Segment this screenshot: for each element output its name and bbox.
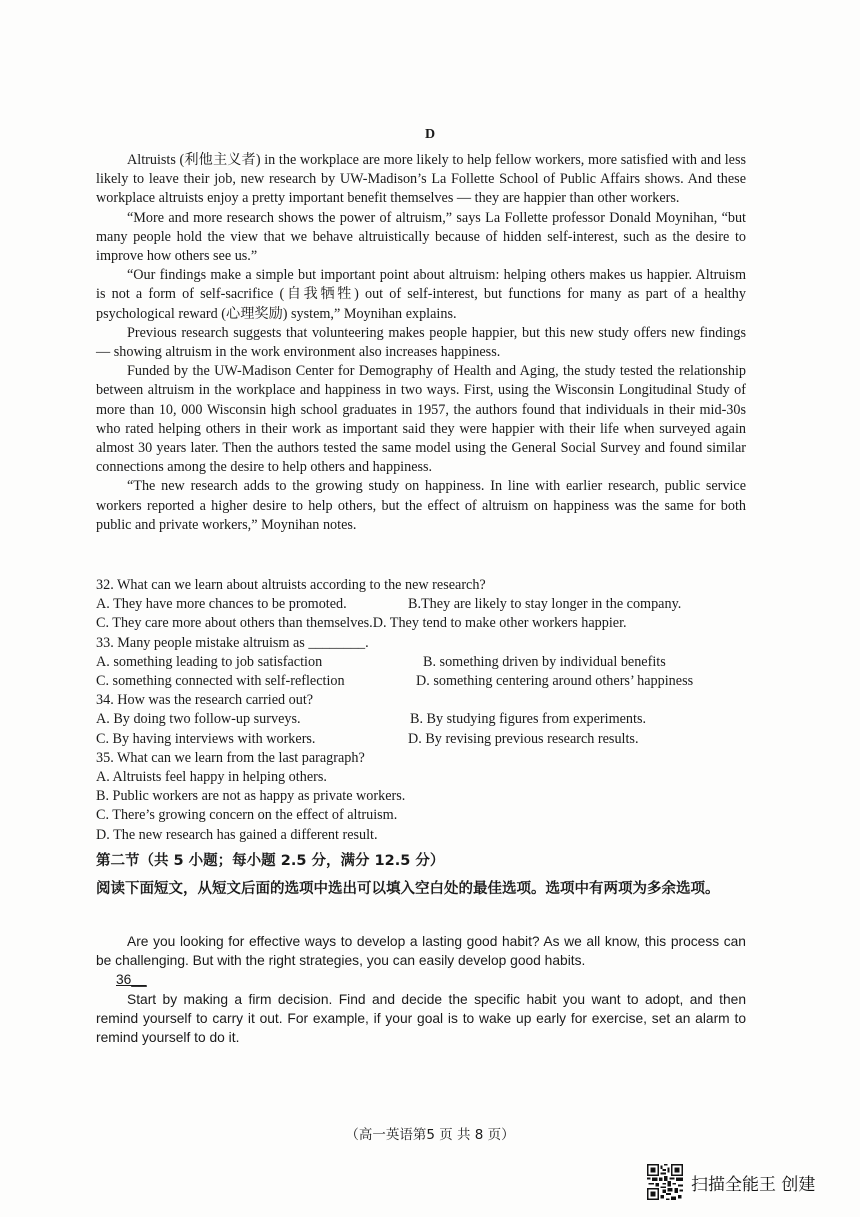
question-34-option-c: C. By having interviews with workers. bbox=[96, 730, 316, 747]
question-34-option-b: B. By studying figures from experiments. bbox=[410, 711, 647, 728]
question-33-option-d: D. something centering around others’ happiness bbox=[416, 673, 694, 690]
question-34-options-row bbox=[96, 710, 746, 729]
passage-paragraph: Previous research suggests that volunteering makes people happier, but this new study offers new findings — showing altruism in the work environment also increases happiness. bbox=[96, 324, 746, 361]
question-34-option-a: A. By doing two follow-up surveys. bbox=[96, 711, 301, 728]
section-letter: D bbox=[424, 127, 436, 142]
scanner-label: 扫描全能王 创建 bbox=[691, 1174, 816, 1195]
question-33-option-c: C. something connected with self-reflection bbox=[96, 673, 345, 690]
question-list bbox=[96, 576, 746, 845]
passage-paragraph: Altruists (利他主义者) in the workplace are more likely to help fellow workers, more satisfied with and less likely to leave their job, new research by UW-Madison’s La Follette School of Public Affairs shows. And these workplace altruists enjoy a pretty important benefit themselves — they are happier than other workers. bbox=[96, 152, 746, 207]
question-32-stem: 32. What can we learn about altruists according to the new research? bbox=[96, 577, 486, 593]
question-33-stem: 33. Many people mistake altruism as ________. bbox=[96, 634, 369, 651]
question-33-options-row bbox=[96, 653, 746, 672]
page-footer: （高一英语第5 页 共 8 页） bbox=[345, 1127, 515, 1143]
section-2-instruction: 阅读下面短文，从短文后面的选项中选出可以填入空白处的最佳选项。选项中有两项为多余选项。 bbox=[96, 881, 720, 897]
question-32-options-row bbox=[96, 595, 746, 614]
question-34-options-row bbox=[96, 730, 746, 749]
question-35-option-c: C. There’s growing concern on the effect of altruism. bbox=[96, 807, 398, 824]
question-34-stem: 34. How was the research carried out? bbox=[96, 692, 314, 709]
passage-paragraph: “More and more research shows the power of altruism,” says La Follette professor Donald Moynihan, “but many people hold the view that we behave altruistically because of hidden self-interest, such as the desire to improve how others see us.” bbox=[96, 209, 746, 265]
question-34-option-d: D. By revising previous research results. bbox=[408, 730, 639, 747]
question-32-option-a: A. They have more chances to be promoted. bbox=[96, 596, 347, 613]
question-32-option-cd: C. They care more about others than themselves.D. They tend to make other workers happier. bbox=[96, 615, 627, 632]
passage-paragraph: “The new research adds to the growing study on happiness. In line with earlier research, public service workers reported a higher desire to help others, but the effect of altruism on happiness was the same for both public and private workers,” Moynihan notes. bbox=[96, 478, 746, 533]
passage2-intro: Are you looking for effective ways to develop a lasting good habit? As we all know, this process can be challenging. But with the right strategies, you can easily develop good habits. bbox=[96, 934, 746, 969]
question-35-option-a: A. Altruists feel happy in helping others. bbox=[96, 769, 327, 786]
question-35-stem: 35. What can we learn from the last paragraph? bbox=[96, 749, 365, 766]
qr-code-icon bbox=[647, 1164, 683, 1200]
question-33-option-a: A. something leading to job satisfaction bbox=[96, 653, 323, 670]
passage2-paragraph: Start by making a firm decision. Find and decide the specific habit you want to adopt, and then remind yourself to carry it out. For example, if your goal is to wake up early for exercise, set an alarm to remind yourself to do it. bbox=[96, 991, 746, 1046]
section-2-heading: 第二节（共 5 小题；每小题 2.5 分，满分 12.5 分） bbox=[96, 853, 445, 869]
question-35-option-b: B. Public workers are not as happy as private workers. bbox=[96, 788, 406, 805]
reading-passage-habits bbox=[96, 932, 746, 1047]
reading-passage-d bbox=[96, 151, 746, 535]
question-35-option-d: D. The new research has gained a different result. bbox=[96, 826, 378, 843]
blank-36: 36__ bbox=[116, 972, 147, 988]
question-33-option-b: B. something driven by individual benefits bbox=[423, 653, 666, 670]
scanner-watermark bbox=[647, 1164, 815, 1200]
passage-paragraph: Funded by the UW-Madison Center for Demography of Health and Aging, the study tested the relationship between altruism in the workplace and happiness in two ways. First, using the Wisconsin Longitudinal Study of more than 10, 000 Wisconsin high school graduates in 1957, the authors found that individuals in their mid-30s who rated helping others in their work as important said they were happier with their life when surveyed again almost 30 years later. Then the authors tested the same model using the General Social Survey and found similar connections among the desire to help others and happiness. bbox=[96, 363, 746, 476]
question-32-option-b: B.They are likely to stay longer in the company. bbox=[408, 596, 682, 613]
passage-paragraph: “Our findings make a simple but important point about altruism: helping others makes us happier. Altruism is not a form of self-sacrifice (自我牺牲) out of self-interest, but functions for many as part of a healthy psychological reward (心理奖励) system,” Moynihan explains. bbox=[96, 267, 746, 322]
question-33-options-row bbox=[96, 672, 746, 691]
